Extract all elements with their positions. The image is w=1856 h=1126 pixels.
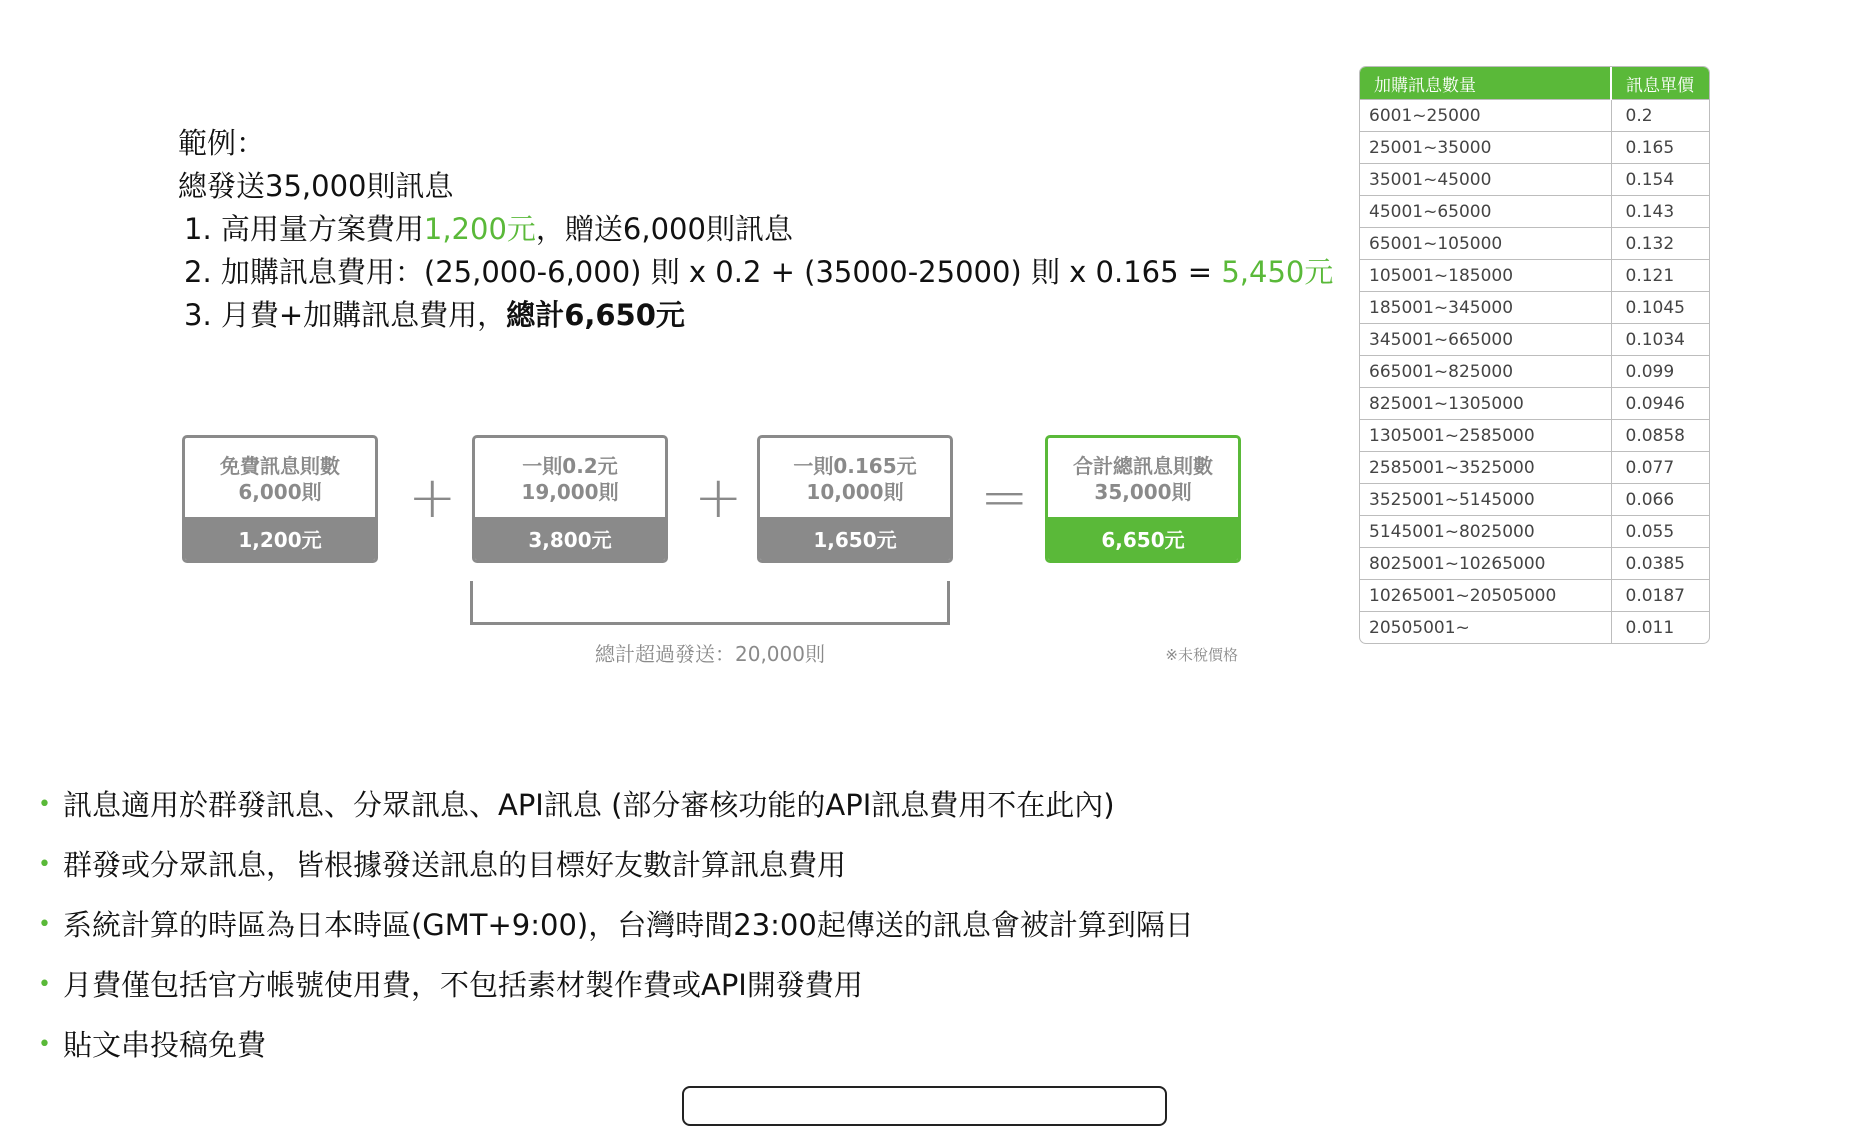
table-row: [1360, 164, 1709, 196]
example-total-line: 總發送35,000則訊息: [178, 169, 454, 203]
box-price: 1,650元: [760, 517, 950, 560]
bullet-icon: •: [38, 1032, 51, 1057]
box-price: 6,650元: [1048, 517, 1238, 560]
box-price: 1,200元: [185, 517, 375, 560]
unit-price-cell: 0.055: [1611, 516, 1709, 548]
quantity-cell: 105001~185000: [1360, 260, 1611, 292]
item2-text: 2. 加購訊息費用：(25,000-6,000) 則 x 0.2 + (35000-25000) 則 x 0.165 =: [184, 255, 1222, 289]
quantity-cell: 825001~1305000: [1360, 388, 1611, 420]
unit-price-cell: 0.143: [1611, 196, 1709, 228]
example-section: [178, 122, 1333, 337]
unit-price-cell: 0.077: [1611, 452, 1709, 484]
example-heading: 範例：: [178, 126, 266, 160]
bullet-icon: •: [38, 912, 51, 937]
notes-list: [38, 775, 1194, 1075]
table-row: [1360, 196, 1709, 228]
note-text: 訊息適用於群發訊息、分眾訊息、API訊息 (部分審核功能的API訊息費用不在此內): [62, 788, 1115, 822]
quantity-cell: 345001~665000: [1360, 324, 1611, 356]
unit-price-cell: 0.099: [1611, 356, 1709, 388]
table-row: [1360, 292, 1709, 324]
list-item: [38, 1015, 1194, 1075]
unit-price-cell: 0.1045: [1611, 292, 1709, 324]
table-row: [1360, 580, 1709, 612]
table-row: [1360, 516, 1709, 548]
example-item-3: [178, 294, 1333, 337]
quantity-cell: 2585001~3525000: [1360, 452, 1611, 484]
item1-suffix: ，贈送6,000則訊息: [535, 212, 793, 246]
note-text: 群發或分眾訊息，皆根據發送訊息的目標好友數計算訊息費用: [62, 848, 846, 882]
price-table-body: [1360, 100, 1709, 644]
quantity-cell: 665001~825000: [1360, 356, 1611, 388]
total-box: [1045, 435, 1241, 563]
item3-total: 總計6,650元: [506, 298, 685, 332]
box-line1: 一則0.2元: [522, 454, 618, 478]
table-row: [1360, 356, 1709, 388]
list-item: [38, 835, 1194, 895]
box-line2: 19,000則: [521, 480, 619, 504]
item2-amount: 5,450元: [1221, 255, 1334, 289]
list-item: [38, 955, 1194, 1015]
plus-operator: +: [408, 463, 457, 531]
box-line2: 6,000則: [238, 480, 322, 504]
table-row: [1360, 420, 1709, 452]
quantity-cell: 5145001~8025000: [1360, 516, 1611, 548]
column-header-quantity: 加購訊息數量: [1360, 67, 1611, 100]
quantity-cell: 25001~35000: [1360, 132, 1611, 164]
table-row: [1360, 228, 1709, 260]
quantity-cell: 185001~345000: [1360, 292, 1611, 324]
tier-0-165-box: [757, 435, 953, 563]
box-price: 3,800元: [475, 517, 665, 560]
box-top: [1048, 438, 1238, 520]
table-row: [1360, 132, 1709, 164]
example-item-1: [178, 208, 1333, 251]
quantity-cell: 3525001~5145000: [1360, 484, 1611, 516]
quantity-cell: 35001~45000: [1360, 164, 1611, 196]
list-item: [38, 895, 1194, 955]
table-row: [1360, 388, 1709, 420]
unit-price-cell: 0.121: [1611, 260, 1709, 292]
bullet-icon: •: [38, 852, 51, 877]
equals-operator: =: [980, 463, 1029, 531]
unit-price-cell: 0.2: [1611, 100, 1709, 132]
table-row: [1360, 612, 1709, 644]
unit-price-cell: 0.165: [1611, 132, 1709, 164]
example-item-2: [178, 251, 1333, 294]
table-row: [1360, 260, 1709, 292]
price-table-header: [1360, 67, 1709, 100]
overage-bracket: [470, 581, 950, 625]
quantity-cell: 6001~25000: [1360, 100, 1611, 132]
box-top: [475, 438, 665, 520]
bullet-icon: •: [38, 792, 51, 817]
table-row: [1360, 324, 1709, 356]
unit-price-cell: 0.066: [1611, 484, 1709, 516]
note-text: 系統計算的時區為日本時區(GMT+9:00)，台灣時間23:00起傳送的訊息會被計算到隔日: [62, 908, 1194, 942]
quantity-cell: 10265001~20505000: [1360, 580, 1611, 612]
unit-price-cell: 0.132: [1611, 228, 1709, 260]
box-line1: 合計總訊息則數: [1073, 454, 1213, 478]
quantity-cell: 65001~105000: [1360, 228, 1611, 260]
unit-price-cell: 0.1034: [1611, 324, 1709, 356]
note-text: 貼文串投稿免費: [62, 1028, 266, 1062]
table-row: [1360, 452, 1709, 484]
item1-amount: 1,200元: [423, 212, 536, 246]
plus-operator: +: [694, 463, 743, 531]
column-header-unit-price: 訊息單價: [1611, 67, 1709, 100]
quantity-cell: 8025001~10265000: [1360, 548, 1611, 580]
tier-0-2-box: [472, 435, 668, 563]
quantity-cell: 20505001~: [1360, 612, 1611, 644]
price-table: [1359, 66, 1710, 644]
unit-price-cell: 0.0187: [1611, 580, 1709, 612]
partial-button[interactable]: [682, 1086, 1167, 1126]
unit-price-cell: 0.011: [1611, 612, 1709, 644]
item1-text: 1. 高用量方案費用: [184, 212, 424, 246]
box-line1: 免費訊息則數: [220, 454, 340, 478]
table-row: [1360, 100, 1709, 132]
table-row: [1360, 484, 1709, 516]
box-top: [185, 438, 375, 520]
quantity-cell: 1305001~2585000: [1360, 420, 1611, 452]
list-item: [38, 775, 1194, 835]
quantity-cell: 45001~65000: [1360, 196, 1611, 228]
free-messages-box: [182, 435, 378, 563]
overage-label: 總計超過發送：20,000則: [595, 642, 825, 666]
box-line2: 35,000則: [1094, 480, 1192, 504]
unit-price-cell: 0.0858: [1611, 420, 1709, 452]
unit-price-cell: 0.154: [1611, 164, 1709, 196]
bullet-icon: •: [38, 972, 51, 997]
box-top: [760, 438, 950, 520]
box-line1: 一則0.165元: [793, 454, 917, 478]
item3-text: 3. 月費+加購訊息費用，: [184, 298, 507, 332]
note-text: 月費僅包括官方帳號使用費，不包括素材製作費或API開發費用: [62, 968, 863, 1002]
box-line2: 10,000則: [806, 480, 904, 504]
unit-price-cell: 0.0385: [1611, 548, 1709, 580]
unit-price-cell: 0.0946: [1611, 388, 1709, 420]
tax-note: ※未稅價格: [1165, 646, 1238, 664]
table-row: [1360, 548, 1709, 580]
